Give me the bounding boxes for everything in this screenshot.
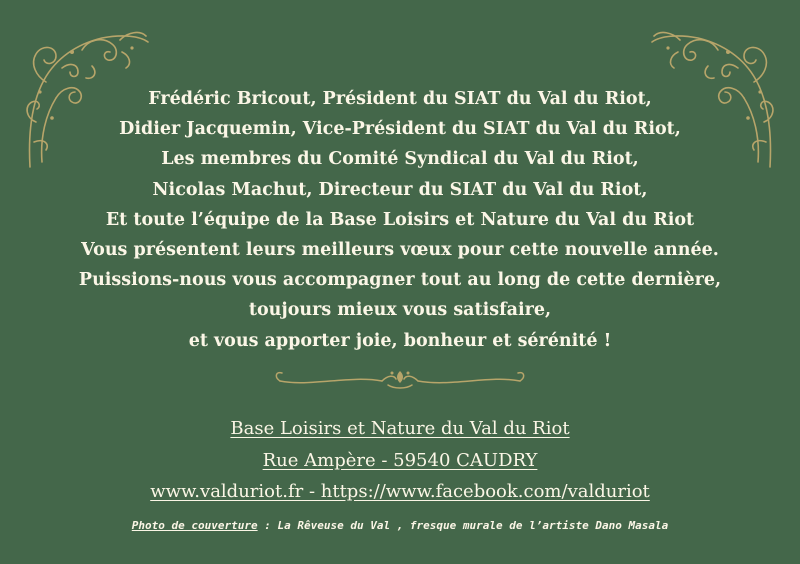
contact-block	[60, 413, 740, 508]
greeting-line-9: et vous apporter joie, bonheur et sérénité !	[188, 330, 612, 351]
contact-name-link[interactable]: Base Loisirs et Nature du Val du Riot	[230, 418, 570, 439]
greeting-message	[60, 84, 740, 356]
contact-address-link[interactable]: Rue Ampère - 59540 CAUDRY	[262, 449, 538, 471]
greeting-line-5: Et toute l’équipe de la Base Loisirs et Nature du Val du Riot	[105, 209, 695, 230]
photo-credit	[20, 519, 780, 532]
greeting-line-8: toujours mieux vous satisfaire,	[248, 300, 552, 321]
greeting-line-6: Vous présentent leurs meilleurs vœux pour cette nouvelle année.	[81, 240, 719, 261]
greeting-line-2: Didier Jacquemin, Vice-Président du SIAT du Val du Riot,	[119, 119, 681, 140]
photo-credit-text: : La Rêveuse du Val , fresque murale de l’artiste Dano Masala	[257, 519, 669, 532]
contact-website-links[interactable]: www.valduriot.fr - https://www.facebook.com/valduriot	[150, 481, 650, 502]
greeting-line-7: Puissions-nous vous accompagner tout au long de cette dernière,	[78, 270, 722, 291]
photo-credit-label: Photo de couverture	[131, 519, 258, 532]
flourish-divider-icon	[270, 367, 530, 393]
greeting-line-1: Frédéric Bricout, Président du SIAT du Val du Riot,	[148, 89, 652, 109]
greeting-line-3: Les membres du Comité Syndical du Val du Riot,	[161, 149, 639, 170]
greeting-line-4: Nicolas Machut, Directeur du SIAT du Val du Riot,	[152, 179, 648, 200]
